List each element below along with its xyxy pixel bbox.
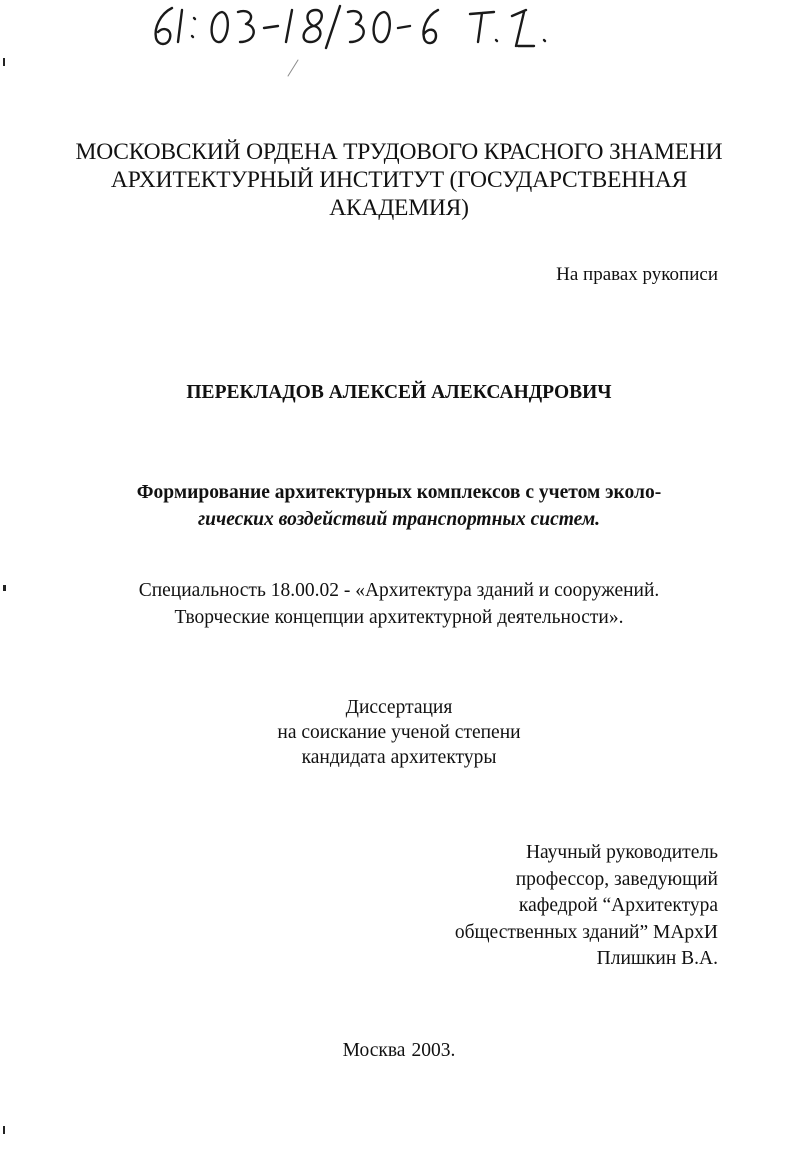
topic-line: гических воздействий транспортных систем. — [197, 509, 601, 530]
supervisor-line: общественных зданий” МАрхИ — [454, 921, 718, 943]
supervisor-line: профессор, заведующий — [515, 868, 718, 890]
scan-mark — [3, 58, 5, 66]
institution-line: МОСКОВСКИЙ ОРДЕНА ТРУДОВОГО КРАСНОГО ЗНАМЕНИ — [75, 139, 723, 165]
year: 2003. — [411, 1040, 456, 1061]
supervisor — [380, 840, 718, 973]
institution-name — [60, 138, 738, 222]
dissertation-line: Диссертация — [345, 697, 453, 718]
institution-line: АРХИТЕКТУРНЫЙ ИНСТИТУТ (ГОСУДАРСТВЕННАЯ — [110, 167, 688, 193]
city: Москва — [342, 1040, 406, 1061]
specialty-line: Творческие концепции архитектурной деятельности». — [174, 607, 624, 628]
specialty — [40, 577, 758, 631]
institution-line: АКАДЕМИЯ) — [329, 195, 469, 221]
scan-mark — [3, 1126, 5, 1134]
specialty-line: Специальность 18.00.02 - «Архитектура зданий и сооружений. — [138, 580, 660, 601]
author-name: ПЕРЕКЛАДОВ АЛЕКСЕЙ АЛЕКСАНДРОВИЧ — [186, 382, 612, 403]
scan-mark — [3, 585, 6, 591]
dissertation-line: на соискание ученой степени — [277, 722, 521, 743]
supervisor-line: Плишкин В.А. — [596, 948, 718, 969]
topic-line: Формирование архитектурных комплексов с учетом эколо- — [136, 482, 662, 503]
dissertation-line: кандидата архитектуры — [301, 747, 497, 768]
place-and-year — [60, 1040, 738, 1062]
dissertation-type — [60, 695, 738, 770]
rights-note: На правах рукописи — [556, 264, 718, 285]
handwritten-catalogue-mark — [140, 0, 600, 80]
supervisor-line: кафедрой “Архитектура — [518, 895, 718, 916]
supervisor-line: Научный руководитель — [525, 842, 718, 863]
dissertation-topic — [40, 479, 758, 533]
